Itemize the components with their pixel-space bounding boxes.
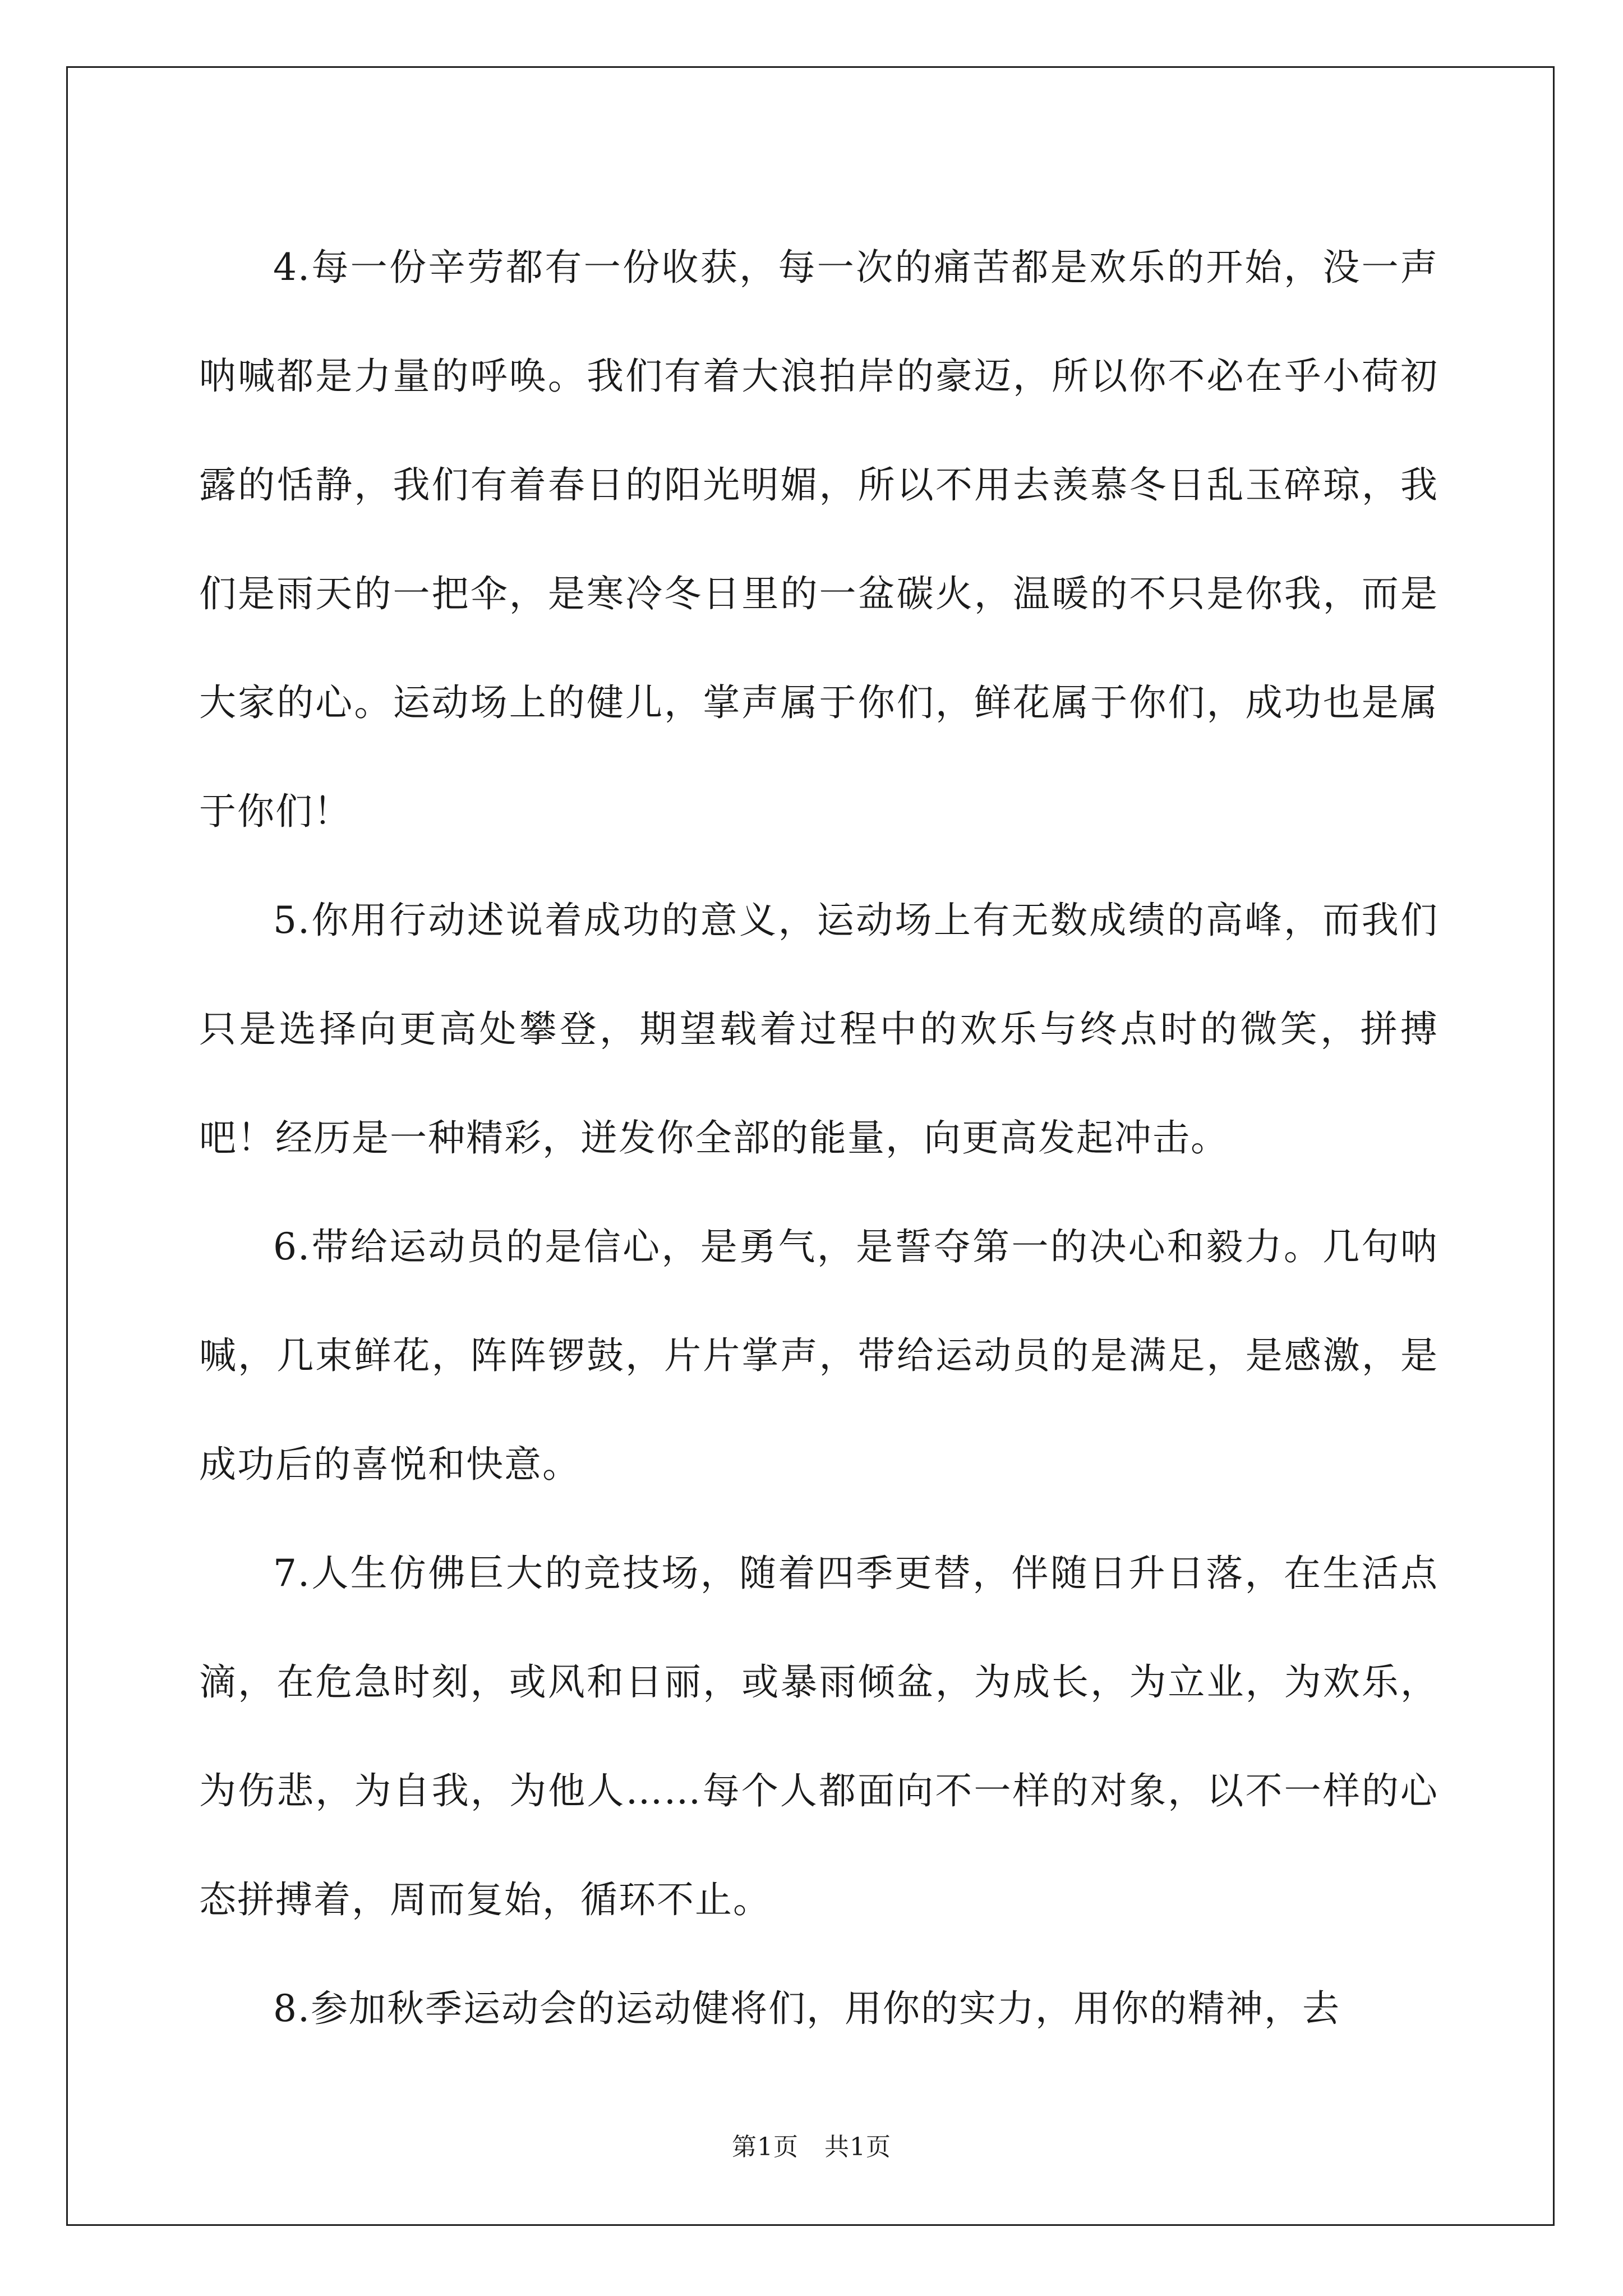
page-total: 共1页 xyxy=(824,2133,891,2161)
paragraph-5: 5.你用行动述说着成功的意义，运动场上有无数成绩的高峰，而我们只是选择向更高处攀登，期望载着过程中的欢乐与终点时的微笑，拼搏吧！经历是一种精彩，迸发你全部的能量，向更高发起冲击。 xyxy=(199,899,1438,1159)
page-footer xyxy=(0,2131,1623,2164)
page-number: 第1页 xyxy=(732,2133,799,2161)
paragraph-4: 4.每一份辛劳都有一份收获，每一次的痛苦都是欢乐的开始，没一声呐喊都是力量的呼唤。我们有着大浪拍岸的豪迈，所以你不必在乎小荷初露的恬静，我们有着春日的阳光明媚，所以不用去羡慕冬日乱玉碎琼，我们是雨天的一把伞，是寒冷冬日里的一盆碳火，温暖的不只是你我，而是大家的心。运动场上的健儿，掌声属于你们，鲜花属于你们，成功也是属于你们！ xyxy=(199,246,1438,833)
paragraph-7: 7.人生仿佛巨大的竞技场，随着四季更替，伴随日升日落，在生活点滴，在危急时刻，或风和日丽，或暴雨倾盆，为成长，为立业，为欢乐，为伤悲，为自我，为他人……每个人都面向不一样的对象，以不一样的心态拼搏着，周而复始，循环不止。 xyxy=(199,1552,1438,1921)
document-body xyxy=(199,213,1438,2063)
paragraph-6: 6.带给运动员的是信心，是勇气，是誓夺第一的决心和毅力。几句呐喊，几束鲜花，阵阵锣鼓，片片掌声，带给运动员的是满足，是感激，是成功后的喜悦和快意。 xyxy=(199,1225,1438,1486)
paragraph-8: 8.参加秋季运动会的运动健将们，用你的实力，用你的精神，去 xyxy=(273,1987,1340,2030)
